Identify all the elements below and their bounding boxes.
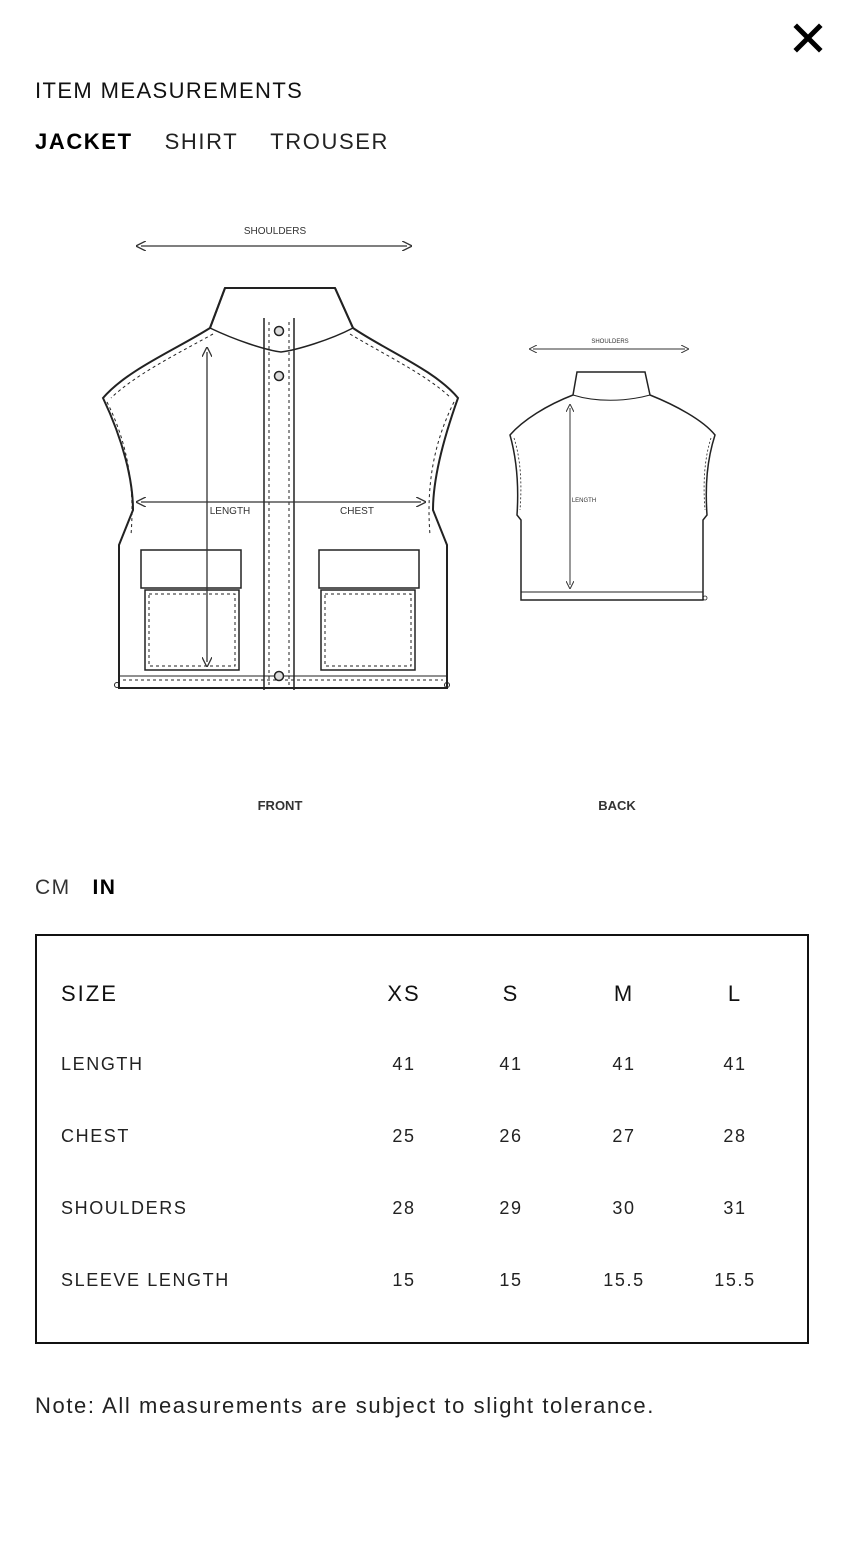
header-m: M xyxy=(613,981,635,1006)
table-row xyxy=(61,1100,787,1172)
back-shoulders-label: SHOULDERS xyxy=(591,339,629,345)
front-vest-drawing xyxy=(103,288,458,690)
header-l: L xyxy=(727,981,743,1006)
table-cell: 27 xyxy=(612,1125,636,1146)
table-cell: 15.5 xyxy=(714,1269,756,1290)
unit-in[interactable]: IN xyxy=(92,876,117,899)
table-cell: 31 xyxy=(723,1197,747,1218)
unit-cm[interactable]: CM xyxy=(35,876,71,899)
jacket-diagram-svg xyxy=(35,180,815,825)
table-cell: 41 xyxy=(723,1053,747,1074)
front-length-label: LENGTH xyxy=(209,506,251,517)
table-cell: 30 xyxy=(612,1197,636,1218)
table-row xyxy=(61,1172,787,1244)
row-label: SHOULDERS xyxy=(61,1197,188,1218)
row-label: LENGTH xyxy=(61,1053,144,1074)
table-cell: 41 xyxy=(499,1053,523,1074)
table-cell: 15 xyxy=(392,1269,416,1290)
garment-tabs xyxy=(35,129,389,155)
table-cell: 41 xyxy=(392,1053,416,1074)
table-cell: 25 xyxy=(392,1125,416,1146)
back-vest-drawing xyxy=(510,372,715,600)
front-caption: FRONT xyxy=(257,798,303,813)
tab-trouser[interactable]: TROUSER xyxy=(270,129,389,154)
size-table xyxy=(61,960,787,1316)
table-cell: 29 xyxy=(499,1197,523,1218)
table-cell: 26 xyxy=(499,1125,523,1146)
row-label: CHEST xyxy=(61,1125,131,1146)
table-row xyxy=(61,1028,787,1100)
table-header-row xyxy=(61,960,787,1028)
table-cell: 15 xyxy=(499,1269,523,1290)
modal-title: ITEM MEASUREMENTS xyxy=(35,78,304,103)
header-xs: XS xyxy=(387,981,421,1006)
table-cell: 15.5 xyxy=(603,1269,645,1290)
front-measure-lines xyxy=(141,246,421,662)
table-row xyxy=(61,1244,787,1316)
back-caption: BACK xyxy=(598,798,636,813)
close-button[interactable] xyxy=(790,20,826,56)
header-size: SIZE xyxy=(61,981,118,1006)
close-icon xyxy=(790,20,826,56)
header-s: S xyxy=(502,981,520,1006)
tolerance-note: Note: All measurements are subject to slight tolerance. xyxy=(35,1393,655,1418)
measurement-diagram xyxy=(35,180,815,825)
size-table-container xyxy=(35,934,809,1344)
table-cell: 28 xyxy=(723,1125,747,1146)
unit-toggle xyxy=(35,876,116,900)
tab-jacket[interactable]: JACKET xyxy=(35,129,133,154)
back-measure-lines xyxy=(533,349,685,585)
front-shoulders-label: SHOULDERS xyxy=(243,226,307,237)
front-chest-label: CHEST xyxy=(340,506,374,517)
tab-shirt[interactable]: SHIRT xyxy=(164,129,239,154)
back-length-label: LENGTH xyxy=(571,498,597,504)
row-label: SLEEVE LENGTH xyxy=(61,1269,230,1290)
table-cell: 28 xyxy=(392,1197,416,1218)
table-cell: 41 xyxy=(612,1053,636,1074)
